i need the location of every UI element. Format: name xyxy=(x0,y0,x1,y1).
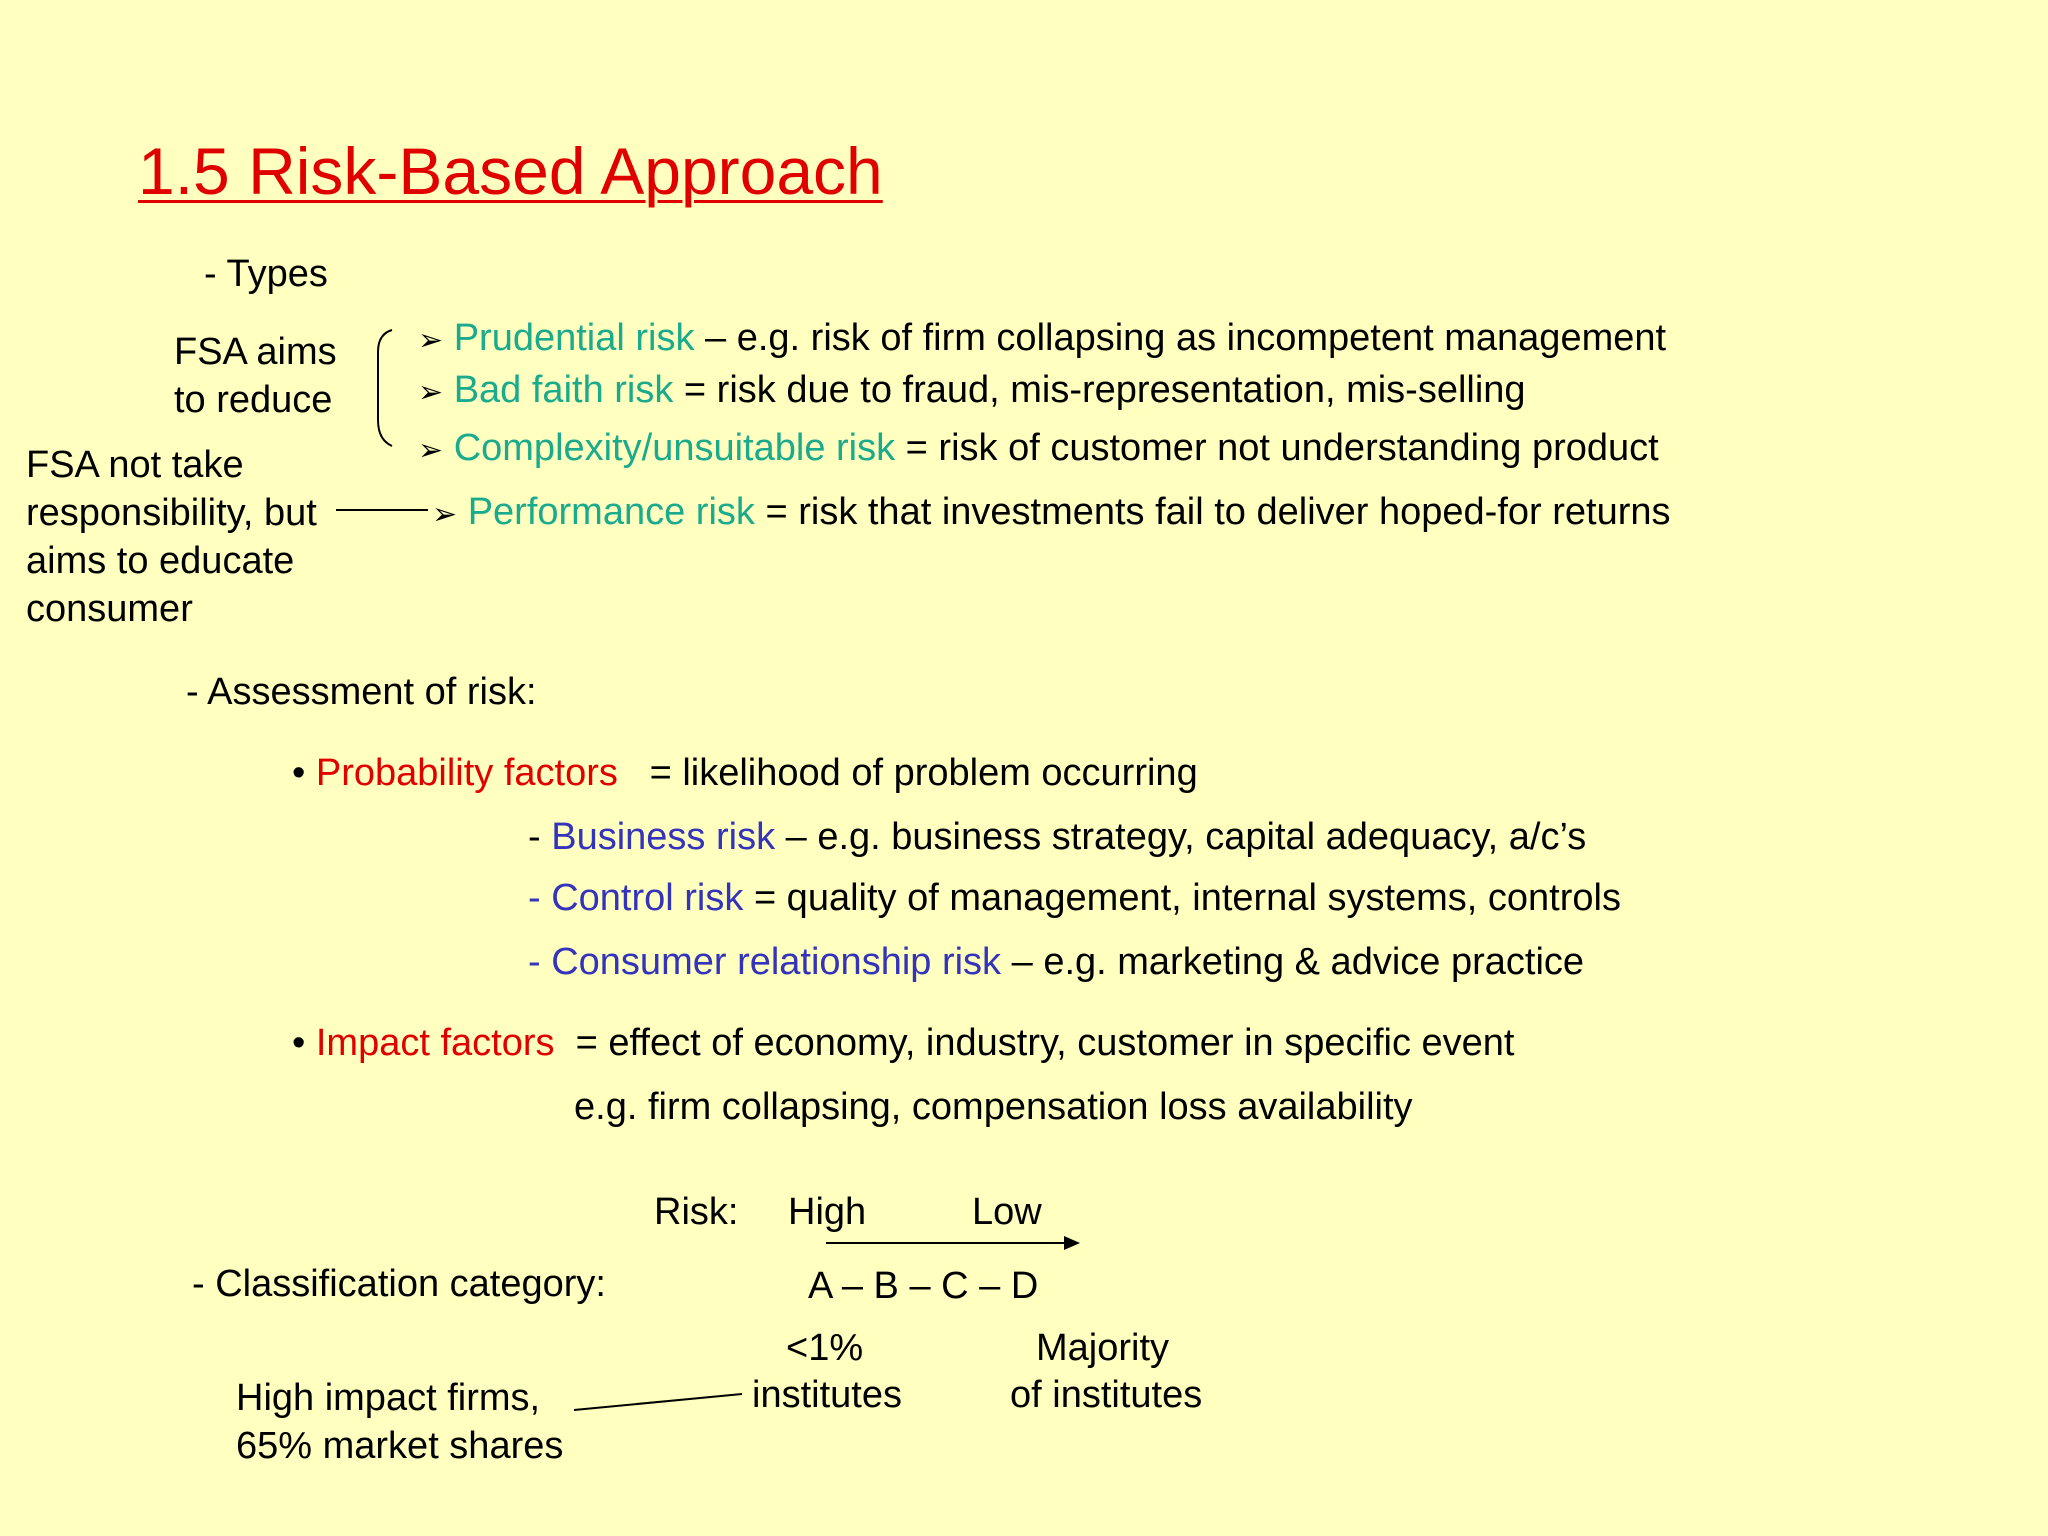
dash: - xyxy=(528,941,541,983)
type-desc: = risk that investments fail to deliver hoped-for returns xyxy=(765,491,1671,533)
type-name: Complexity/unsuitable risk xyxy=(453,427,896,469)
factor-name: Probability factors xyxy=(315,752,618,794)
category-d: D xyxy=(1010,1265,1039,1307)
sub-risk-desc: – e.g. marketing & advice practice xyxy=(1011,941,1585,983)
not-take-line2: responsibility, but xyxy=(26,492,317,534)
impact-example: e.g. firm collapsing, compensation loss availability xyxy=(574,1086,1413,1128)
sub-risk-name: Control risk xyxy=(551,877,744,919)
arrow-bullet-icon: ➢ xyxy=(418,324,444,357)
arrow-bullet-icon: ➢ xyxy=(418,376,444,409)
classification-heading-text: Classification category: xyxy=(215,1263,606,1305)
type-desc: = risk due to fraud, mis-representation, mis-selling xyxy=(683,369,1526,411)
arrow-head-icon xyxy=(1064,1236,1080,1250)
high-impact-line1: High impact firms, xyxy=(236,1377,541,1419)
sub-risk-desc: – e.g. business strategy, capital adequacy, a/c’s xyxy=(785,816,1587,858)
risk-low: Low xyxy=(972,1191,1042,1233)
risk-high: High xyxy=(788,1191,867,1233)
type-desc: = risk of customer not understanding product xyxy=(905,427,1659,469)
arrow-bullet-icon: ➢ xyxy=(432,498,458,531)
factor-desc: = effect of economy, industry, customer in specific event xyxy=(575,1022,1515,1064)
bullet-icon: • xyxy=(292,1022,306,1064)
aims-label-line2: to reduce xyxy=(174,379,333,421)
dash: - xyxy=(192,1263,205,1305)
sub-risk-name: Business risk xyxy=(551,816,776,858)
dash: - xyxy=(528,816,541,858)
type-name: Performance risk xyxy=(467,491,755,533)
type-name: Prudential risk xyxy=(453,317,695,359)
not-take-line3: aims to educate xyxy=(26,540,295,582)
factor-desc: = likelihood of problem occurring xyxy=(649,752,1198,794)
sub-risk-desc: = quality of management, internal systems, controls xyxy=(753,877,1621,919)
category-b: B xyxy=(873,1265,899,1307)
not-take-line1: FSA not take xyxy=(26,444,244,486)
sub-risk-name: Consumer relationship risk xyxy=(551,941,1002,983)
category-sep: – xyxy=(909,1265,931,1307)
high-impact-connector xyxy=(574,1394,742,1410)
bullet-icon: • xyxy=(292,752,306,794)
aims-label-line1: FSA aims xyxy=(174,331,337,373)
arrow-bullet-icon: ➢ xyxy=(418,434,444,467)
high-impact-line2: 65% market shares xyxy=(236,1425,564,1467)
risk-label: Risk: xyxy=(654,1191,739,1233)
bracket xyxy=(378,330,392,446)
lt1-line2: institutes xyxy=(752,1374,902,1416)
majority-line2: of institutes xyxy=(1010,1374,1203,1416)
lt1-line1: <1% xyxy=(786,1327,864,1369)
assessment-heading: - Assessment of risk: xyxy=(186,671,537,713)
types-heading: - Types xyxy=(204,253,328,295)
not-take-line4: consumer xyxy=(26,588,193,630)
category-sep: – xyxy=(979,1265,1001,1307)
page-title: 1.5 Risk-Based Approach xyxy=(138,134,883,208)
majority-line1: Majority xyxy=(1036,1327,1170,1369)
factor-name: Impact factors xyxy=(315,1022,555,1064)
category-a: A xyxy=(808,1265,832,1307)
type-desc: – e.g. risk of firm collapsing as incompetent management xyxy=(705,317,1667,359)
dash: - xyxy=(528,877,541,919)
type-name: Bad faith risk xyxy=(453,369,674,411)
category-c: C xyxy=(941,1265,969,1307)
category-sep: – xyxy=(841,1265,863,1307)
